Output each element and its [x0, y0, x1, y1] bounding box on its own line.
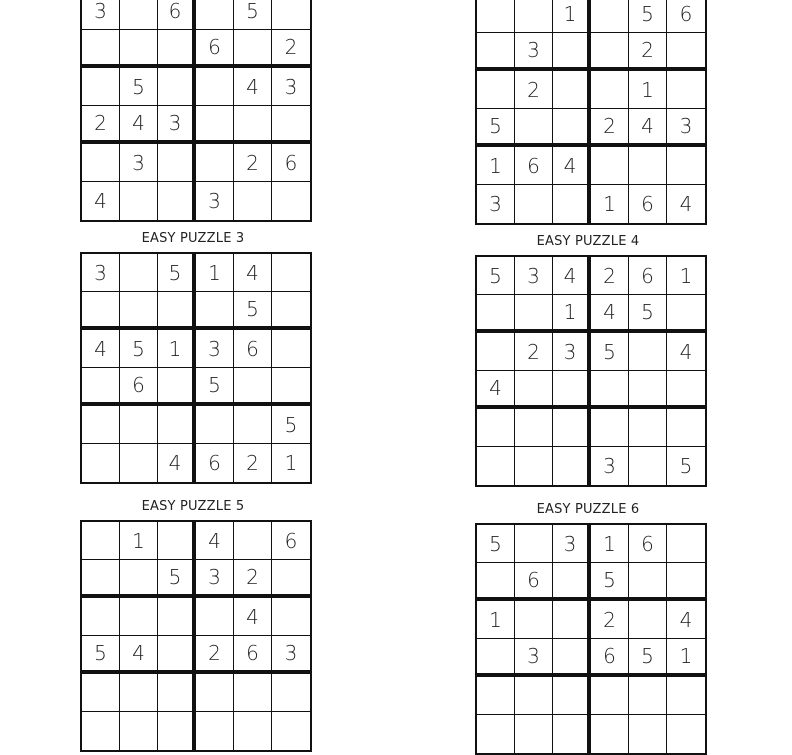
sudoku-cell[interactable]: 2: [515, 71, 553, 109]
sudoku-cell[interactable]: 3: [82, 254, 120, 292]
sudoku-cell[interactable]: 2: [591, 109, 629, 147]
sudoku-cell[interactable]: 4: [553, 147, 591, 185]
sudoku-cell[interactable]: [477, 333, 515, 371]
sudoku-cell[interactable]: 1: [120, 522, 158, 560]
sudoku-cell[interactable]: [158, 674, 196, 712]
sudoku-cell[interactable]: 6: [629, 257, 667, 295]
sudoku-cell[interactable]: [120, 0, 158, 30]
sudoku-cell[interactable]: 5: [629, 0, 667, 33]
sudoku-cell[interactable]: [553, 447, 591, 485]
sudoku-cell[interactable]: [515, 601, 553, 639]
sudoku-cell[interactable]: 4: [234, 598, 272, 636]
sudoku-cell[interactable]: [272, 0, 310, 30]
sudoku-cell[interactable]: [234, 522, 272, 560]
sudoku-cell[interactable]: 6: [234, 330, 272, 368]
sudoku-cell[interactable]: 3: [158, 106, 196, 144]
sudoku-cell[interactable]: [477, 715, 515, 753]
sudoku-cell[interactable]: [82, 674, 120, 712]
sudoku-cell[interactable]: [82, 598, 120, 636]
sudoku-cell[interactable]: 3: [82, 0, 120, 30]
sudoku-cell[interactable]: [477, 447, 515, 485]
sudoku-cell[interactable]: [196, 144, 234, 182]
sudoku-cell[interactable]: [591, 33, 629, 71]
sudoku-cell[interactable]: 5: [629, 639, 667, 677]
sudoku-cell[interactable]: [196, 712, 234, 750]
sudoku-cell[interactable]: [553, 109, 591, 147]
sudoku-cell[interactable]: [196, 598, 234, 636]
sudoku-cell[interactable]: [667, 563, 705, 601]
sudoku-cell[interactable]: [477, 33, 515, 71]
sudoku-cell[interactable]: 2: [591, 601, 629, 639]
sudoku-cell[interactable]: 1: [553, 0, 591, 33]
sudoku-cell[interactable]: [158, 368, 196, 406]
sudoku-cell[interactable]: [158, 30, 196, 68]
sudoku-cell[interactable]: [553, 601, 591, 639]
sudoku-cell[interactable]: 4: [120, 636, 158, 674]
sudoku-cell[interactable]: [667, 33, 705, 71]
sudoku-cell[interactable]: 4: [679, 192, 693, 216]
sudoku-cell[interactable]: [120, 292, 158, 330]
sudoku-cell[interactable]: 2: [591, 257, 629, 295]
sudoku-cell[interactable]: 6: [158, 0, 196, 30]
sudoku-cell[interactable]: [667, 71, 705, 109]
sudoku-cell[interactable]: [120, 674, 158, 712]
sudoku-cell[interactable]: 5: [120, 330, 158, 368]
sudoku-cell[interactable]: [82, 406, 120, 444]
sudoku-cell[interactable]: 1: [667, 639, 705, 677]
sudoku-cell[interactable]: 5: [82, 636, 120, 674]
sudoku-cell[interactable]: [553, 71, 591, 109]
sudoku-cell[interactable]: 1: [591, 185, 629, 223]
sudoku-cell[interactable]: 4: [553, 257, 591, 295]
sudoku-cell[interactable]: [667, 295, 705, 333]
sudoku-cell[interactable]: [120, 406, 158, 444]
sudoku-cell[interactable]: [477, 563, 515, 601]
sudoku-cell[interactable]: 6: [272, 144, 310, 182]
sudoku-cell[interactable]: [553, 409, 591, 447]
sudoku-cell[interactable]: [515, 447, 553, 485]
sudoku-cell[interactable]: 5: [477, 257, 515, 295]
sudoku-cell[interactable]: [196, 674, 234, 712]
sudoku-cell[interactable]: 6: [629, 525, 667, 563]
sudoku-cell[interactable]: [591, 0, 629, 33]
sudoku-cell[interactable]: 5: [591, 563, 629, 601]
sudoku-cell[interactable]: 4: [196, 522, 234, 560]
sudoku-cell[interactable]: [515, 715, 553, 753]
sudoku-cell[interactable]: 3: [196, 330, 234, 368]
sudoku-cell[interactable]: [272, 712, 310, 750]
sudoku-cell[interactable]: 2: [234, 560, 272, 598]
sudoku-cell[interactable]: 1: [158, 330, 196, 368]
sudoku-cell[interactable]: [477, 71, 515, 109]
sudoku-cell[interactable]: [82, 144, 120, 182]
sudoku-grid: [80, 252, 312, 484]
sudoku-cell[interactable]: 3: [120, 144, 158, 182]
sudoku-cell[interactable]: 2: [629, 33, 667, 71]
sudoku-cell[interactable]: [272, 560, 310, 598]
sudoku-cell[interactable]: [629, 677, 667, 715]
sudoku-cell[interactable]: 3: [553, 525, 591, 563]
sudoku-cell[interactable]: 3: [196, 560, 234, 598]
sudoku-cell[interactable]: 3: [515, 33, 553, 71]
sudoku-cell[interactable]: 4: [158, 444, 196, 482]
sudoku-cell[interactable]: [515, 525, 553, 563]
sudoku-cell[interactable]: [158, 292, 196, 330]
sudoku-cell[interactable]: [82, 68, 120, 106]
sudoku-cell[interactable]: [477, 677, 515, 715]
sudoku-cell[interactable]: [667, 371, 705, 409]
sudoku-cell[interactable]: [234, 30, 272, 68]
sudoku-cell[interactable]: [82, 522, 120, 560]
sudoku-cell[interactable]: [272, 254, 310, 292]
sudoku-cell[interactable]: [515, 295, 553, 333]
sudoku-cell[interactable]: 5: [629, 295, 667, 333]
sudoku-cell[interactable]: [477, 639, 515, 677]
sudoku-cell[interactable]: 5: [234, 292, 272, 330]
sudoku-cell[interactable]: 5: [120, 68, 158, 106]
sudoku-cell[interactable]: [629, 409, 667, 447]
sudoku-cell[interactable]: [629, 147, 667, 185]
sudoku-cell[interactable]: 4: [667, 601, 705, 639]
sudoku-cell[interactable]: [272, 330, 310, 368]
sudoku-cell[interactable]: 3: [591, 447, 629, 485]
sudoku-cell[interactable]: 6: [234, 636, 272, 674]
sudoku-cell[interactable]: 4: [120, 106, 158, 144]
sudoku-cell[interactable]: [667, 677, 705, 715]
sudoku-cell[interactable]: 4: [591, 295, 629, 333]
sudoku-cell[interactable]: [477, 0, 515, 33]
sudoku-cell[interactable]: [158, 68, 196, 106]
sudoku-cell[interactable]: [158, 636, 196, 674]
sudoku-cell[interactable]: 5: [234, 0, 272, 30]
sudoku-grid: [475, 0, 707, 225]
sudoku-cell[interactable]: [158, 182, 196, 220]
sudoku-cell[interactable]: 5: [477, 109, 515, 147]
sudoku-cell[interactable]: [120, 30, 158, 68]
sudoku-cell[interactable]: [120, 254, 158, 292]
sudoku-cell[interactable]: [272, 106, 310, 144]
sudoku-cell[interactable]: 6: [591, 639, 629, 677]
sudoku-cell[interactable]: 6: [515, 563, 553, 601]
sudoku-cell[interactable]: [158, 522, 196, 560]
sudoku-cell[interactable]: [667, 525, 705, 563]
sudoku-cell[interactable]: [591, 371, 629, 409]
sudoku-cell[interactable]: [272, 598, 310, 636]
sudoku-cell[interactable]: [120, 560, 158, 598]
sudoku-cell[interactable]: [553, 677, 591, 715]
sudoku-cell[interactable]: 2: [272, 30, 310, 68]
sudoku-cell[interactable]: [515, 109, 553, 147]
sudoku-cell[interactable]: [591, 409, 629, 447]
sudoku-cell[interactable]: [82, 368, 120, 406]
sudoku-cell[interactable]: [120, 182, 158, 220]
sudoku-cell[interactable]: 5: [477, 525, 515, 563]
sudoku-cell[interactable]: 2: [196, 636, 234, 674]
sudoku-cell[interactable]: [82, 712, 120, 750]
sudoku-cell[interactable]: [272, 674, 310, 712]
sudoku-cell[interactable]: 6: [272, 522, 310, 560]
sudoku-cell[interactable]: [553, 371, 591, 409]
sudoku-cell[interactable]: 1: [629, 71, 667, 109]
sudoku-cell[interactable]: 4: [234, 254, 272, 292]
sudoku-cell[interactable]: [629, 333, 667, 371]
sudoku-cell[interactable]: [196, 406, 234, 444]
sudoku-cell[interactable]: 1: [667, 257, 705, 295]
sudoku-cell[interactable]: 3: [515, 257, 553, 295]
sudoku-cell[interactable]: 5: [679, 454, 693, 478]
sudoku-cell[interactable]: 1: [284, 451, 298, 475]
sudoku-grid: [80, 0, 312, 222]
sudoku-cell[interactable]: 6: [196, 444, 234, 482]
sudoku-cell[interactable]: 6: [515, 147, 553, 185]
sudoku-grid: [475, 523, 707, 755]
sudoku-cell[interactable]: [234, 712, 272, 750]
sudoku-cell[interactable]: [667, 409, 705, 447]
sudoku-cell[interactable]: 1: [477, 601, 515, 639]
sudoku-cell[interactable]: [120, 444, 158, 482]
sudoku-cell[interactable]: [667, 147, 705, 185]
sudoku-cell[interactable]: [515, 409, 553, 447]
sudoku-cell[interactable]: 6: [120, 368, 158, 406]
sudoku-cell[interactable]: [272, 182, 310, 220]
sudoku-cell[interactable]: 5: [196, 368, 234, 406]
sudoku-cell[interactable]: [158, 598, 196, 636]
sudoku-cell[interactable]: 3: [477, 185, 515, 223]
sudoku-cell[interactable]: [158, 144, 196, 182]
sudoku-cell[interactable]: 3: [515, 639, 553, 677]
sudoku-cell[interactable]: 4: [234, 68, 272, 106]
sudoku-cell[interactable]: [629, 371, 667, 409]
sudoku-cell[interactable]: 4: [82, 182, 120, 220]
sudoku-cell[interactable]: 5: [272, 406, 310, 444]
sudoku-cell[interactable]: [629, 715, 667, 753]
sudoku-cell[interactable]: [234, 368, 272, 406]
sudoku-cell[interactable]: [515, 371, 553, 409]
sudoku-cell[interactable]: [196, 0, 234, 30]
sudoku-cell[interactable]: 3: [553, 333, 591, 371]
sudoku-cell[interactable]: [591, 71, 629, 109]
puzzle-title: EASY PUZZLE 5: [141, 499, 245, 514]
sudoku-cell[interactable]: 2: [234, 444, 272, 482]
sudoku-cell[interactable]: [82, 292, 120, 330]
sudoku-cell[interactable]: 2: [234, 144, 272, 182]
sudoku-cell[interactable]: 1: [477, 147, 515, 185]
sudoku-cell[interactable]: [591, 147, 629, 185]
sudoku-cell[interactable]: [477, 295, 515, 333]
sudoku-cell[interactable]: 4: [477, 371, 515, 409]
sudoku-cell[interactable]: 2: [515, 333, 553, 371]
sudoku-cell[interactable]: 4: [82, 330, 120, 368]
sudoku-cell[interactable]: 4: [667, 333, 705, 371]
sudoku-grid: [475, 255, 707, 487]
sudoku-cell[interactable]: [234, 674, 272, 712]
sudoku-cell[interactable]: 4: [629, 109, 667, 147]
sudoku-cell[interactable]: [234, 406, 272, 444]
puzzle-title: EASY PUZZLE 3: [141, 231, 245, 246]
sudoku-cell[interactable]: 3: [272, 68, 310, 106]
sudoku-cell[interactable]: [591, 677, 629, 715]
sudoku-cell[interactable]: 1: [591, 525, 629, 563]
sudoku-cell[interactable]: [629, 601, 667, 639]
sudoku-cell[interactable]: [272, 368, 310, 406]
sudoku-cell[interactable]: 5: [591, 333, 629, 371]
sudoku-cell[interactable]: 2: [82, 106, 120, 144]
sudoku-cell[interactable]: [553, 639, 591, 677]
sudoku-cell[interactable]: [82, 560, 120, 598]
puzzle-title: EASY PUZZLE 4: [536, 234, 640, 249]
sudoku-cell[interactable]: [272, 292, 310, 330]
sudoku-cell[interactable]: [477, 409, 515, 447]
sudoku-cell[interactable]: [82, 444, 120, 482]
sudoku-cell[interactable]: [158, 406, 196, 444]
sudoku-cell[interactable]: [515, 0, 553, 33]
sudoku-cell[interactable]: [515, 185, 553, 223]
sudoku-cell[interactable]: 3: [667, 109, 705, 147]
sudoku-cell[interactable]: [196, 68, 234, 106]
sudoku-cell[interactable]: 6: [667, 0, 705, 33]
sudoku-cell[interactable]: 6: [629, 185, 667, 223]
puzzle-title: EASY PUZZLE 6: [536, 502, 640, 517]
sudoku-cell[interactable]: 3: [196, 182, 234, 220]
sudoku-cell[interactable]: [120, 598, 158, 636]
sudoku-cell[interactable]: [120, 712, 158, 750]
sudoku-cell[interactable]: 5: [158, 560, 196, 598]
sudoku-cell[interactable]: 1: [553, 295, 591, 333]
sudoku-cell[interactable]: [515, 677, 553, 715]
sudoku-cell[interactable]: [591, 715, 629, 753]
sudoku-grid: [80, 520, 312, 752]
sudoku-cell[interactable]: [196, 292, 234, 330]
sudoku-cell[interactable]: [553, 33, 591, 71]
sudoku-cell[interactable]: [234, 182, 272, 220]
sudoku-cell[interactable]: [629, 563, 667, 601]
sudoku-cell[interactable]: [82, 30, 120, 68]
sudoku-cell[interactable]: 1: [196, 254, 234, 292]
sudoku-cell[interactable]: 3: [272, 636, 310, 674]
sudoku-cell[interactable]: [629, 447, 667, 485]
sudoku-cell[interactable]: [196, 106, 234, 144]
sudoku-cell[interactable]: [158, 712, 196, 750]
sudoku-cell[interactable]: [553, 563, 591, 601]
sudoku-cell[interactable]: [667, 715, 705, 753]
sudoku-cell[interactable]: [553, 185, 591, 223]
sudoku-cell[interactable]: 6: [196, 30, 234, 68]
sudoku-cell[interactable]: 5: [158, 254, 196, 292]
sudoku-cell[interactable]: [234, 106, 272, 144]
sudoku-cell[interactable]: [553, 715, 591, 753]
